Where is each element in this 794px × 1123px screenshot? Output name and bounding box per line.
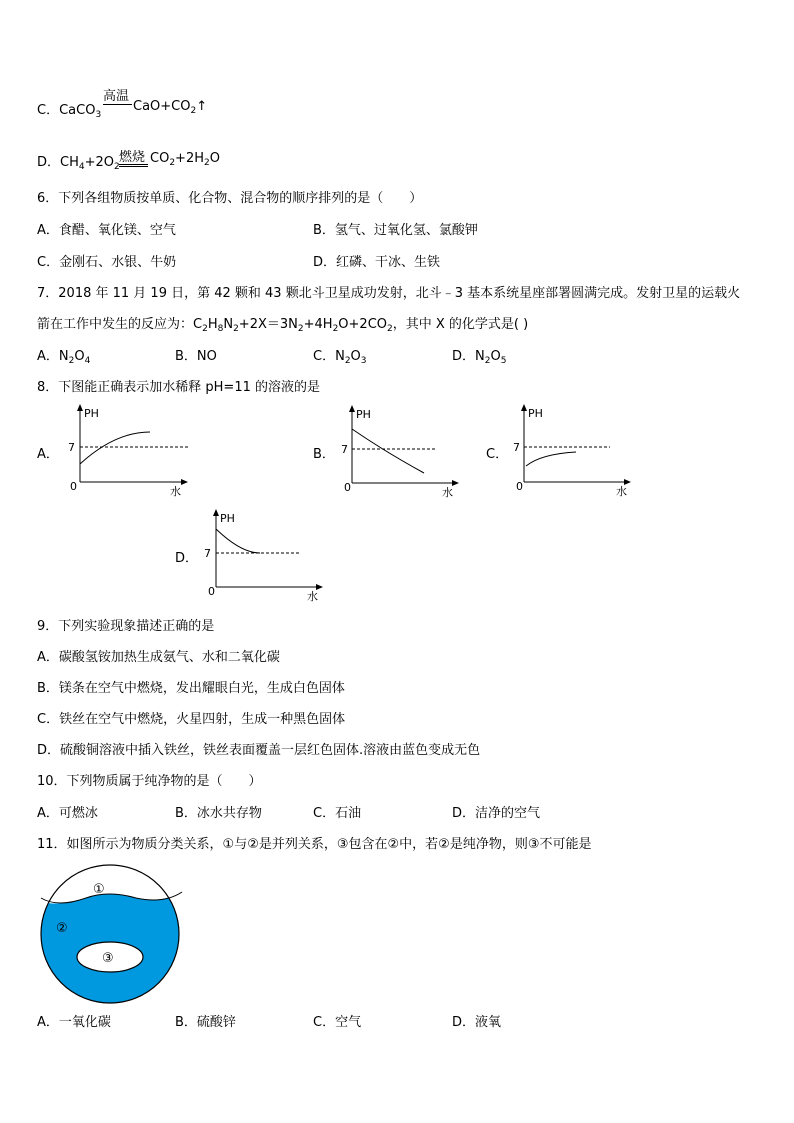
graph-a-zero: 0 [70,480,77,493]
q6-option-c[interactable]: C．金刚石、水银、牛奶 [37,255,177,270]
graph-a-curve [80,432,150,464]
question-11-stem: 11．如图所示为物质分类关系，①与②是并列关系，③包含在②中，若②是纯净物，则③不可能是 [37,837,592,852]
graph-d-curve [216,529,260,553]
equation-d-products: $CO_2+2H_2O$ [150,151,220,168]
graph-d-seven: 7 [204,547,211,560]
graph-a-xlabel: 水 [170,485,181,497]
q11-option-b[interactable]: B．硫酸锌 [175,1015,236,1030]
graph-a [60,402,190,497]
q10-option-d[interactable]: D．洁净的空气 [452,806,541,821]
equation-c-products: $CaO+CO_2↑$ [133,99,208,116]
q11-option-a[interactable]: A．一氧化碳 [37,1015,111,1030]
q8-option-b[interactable]: B． [313,447,335,462]
graph-c-ylabel: PH [528,407,543,420]
reaction-double-line [119,164,148,167]
q9-option-c[interactable]: C．铁丝在空气中燃烧，火星四射，生成一种黑色固体 [37,712,346,727]
marker-1: ① [93,882,105,897]
graph-b-ylabel: PH [356,408,371,421]
question-7-line2: 箭在工作中发生的反应为：$C_2H_8N_2+2X=3N_2+4H_2O+2CO_2$，其中 X 的化学式是( ) [37,317,529,334]
graph-c-y-arrow [521,404,527,411]
q9-option-a[interactable]: A．碳酸氢铵加热生成氨气、水和二氧化碳 [37,650,280,665]
graph-b-y-arrow [349,405,355,412]
q7-option-d[interactable]: D．$N_2O_5$ [452,349,507,366]
classification-diagram [36,860,184,1008]
equation-c: C．CaCO$_3$ [37,103,102,120]
graph-d-zero: 0 [208,585,215,598]
graph-a-y-arrow [77,404,83,411]
graph-b-curve [352,429,424,473]
graph-b [334,403,464,498]
q8-option-a[interactable]: A． [37,447,59,462]
q6-option-b[interactable]: B．氢气、过氧化氢、氯酸钾 [313,223,478,238]
graph-c-xlabel: 水 [616,485,627,497]
q9-option-d[interactable]: D．硫酸铜溶液中插入铁丝，铁丝表面覆盖一层红色固体.溶液由蓝色变成无色 [37,743,481,758]
q10-option-b[interactable]: B．冰水共存物 [175,806,262,821]
graph-b-seven: 7 [341,443,348,456]
graph-b-xlabel: 水 [442,486,453,498]
reaction-line [103,104,132,105]
q10-option-a[interactable]: A．可燃冰 [37,806,98,821]
question-7-line1: 7．2018 年 11 月 19 日，第 42 颗和 43 颗北斗卫星成功发射，北斗﹣3 基本系统星座部署圆满完成。发射卫星的运载火 [37,286,741,301]
graph-c-zero: 0 [516,480,523,493]
q6-option-d[interactable]: D．红磷、干冰、生铁 [313,255,441,270]
q10-option-c[interactable]: C．石油 [313,806,362,821]
q9-option-b[interactable]: B．镁条在空气中燃烧，发出耀眼白光，生成白色固体 [37,681,345,696]
equation-d: D．$CH_4+2O_2$ [37,155,120,172]
graph-d-y-arrow [213,509,219,516]
marker-2: ② [56,921,68,936]
graph-d-xlabel: 水 [307,590,318,602]
graph-b-x-arrow [452,480,459,486]
q11-option-d[interactable]: D．液氧 [452,1015,502,1030]
graph-a-x-arrow [181,479,188,485]
q11-option-c[interactable]: C．空气 [313,1015,362,1030]
graph-c [506,402,636,497]
q7-option-c[interactable]: C．$N_2O_3$ [313,349,367,366]
question-6-stem: 6．下列各组物质按单质、化合物、混合物的顺序排列的是（ ） [37,191,423,206]
graph-d-ylabel: PH [220,512,235,525]
graph-a-ylabel: PH [84,407,99,420]
graph-c-seven: 7 [513,441,520,454]
condition-high-temp: 高温 [103,89,130,104]
graph-b-zero: 0 [344,481,351,494]
q8-option-d[interactable]: D． [175,551,199,566]
q6-option-a[interactable]: A．食醋、氧化镁、空气 [37,223,176,238]
marker-3: ③ [102,951,114,966]
graph-a-seven: 7 [68,441,75,454]
question-10-stem: 10．下列物质属于纯净物的是（ ） [37,774,262,789]
condition-burn: 燃烧 [119,150,146,165]
q8-option-c[interactable]: C． [486,447,509,462]
question-8-stem: 8．下图能正确表示加水稀释 pH=11 的溶液的是 [37,380,320,395]
graph-d [196,507,326,602]
q7-option-a[interactable]: A．$N_2O_4$ [37,349,91,366]
q7-option-b[interactable]: B．NO [175,349,217,364]
question-9-stem: 9．下列实验现象描述正确的是 [37,619,215,634]
graph-c-curve [526,452,576,466]
